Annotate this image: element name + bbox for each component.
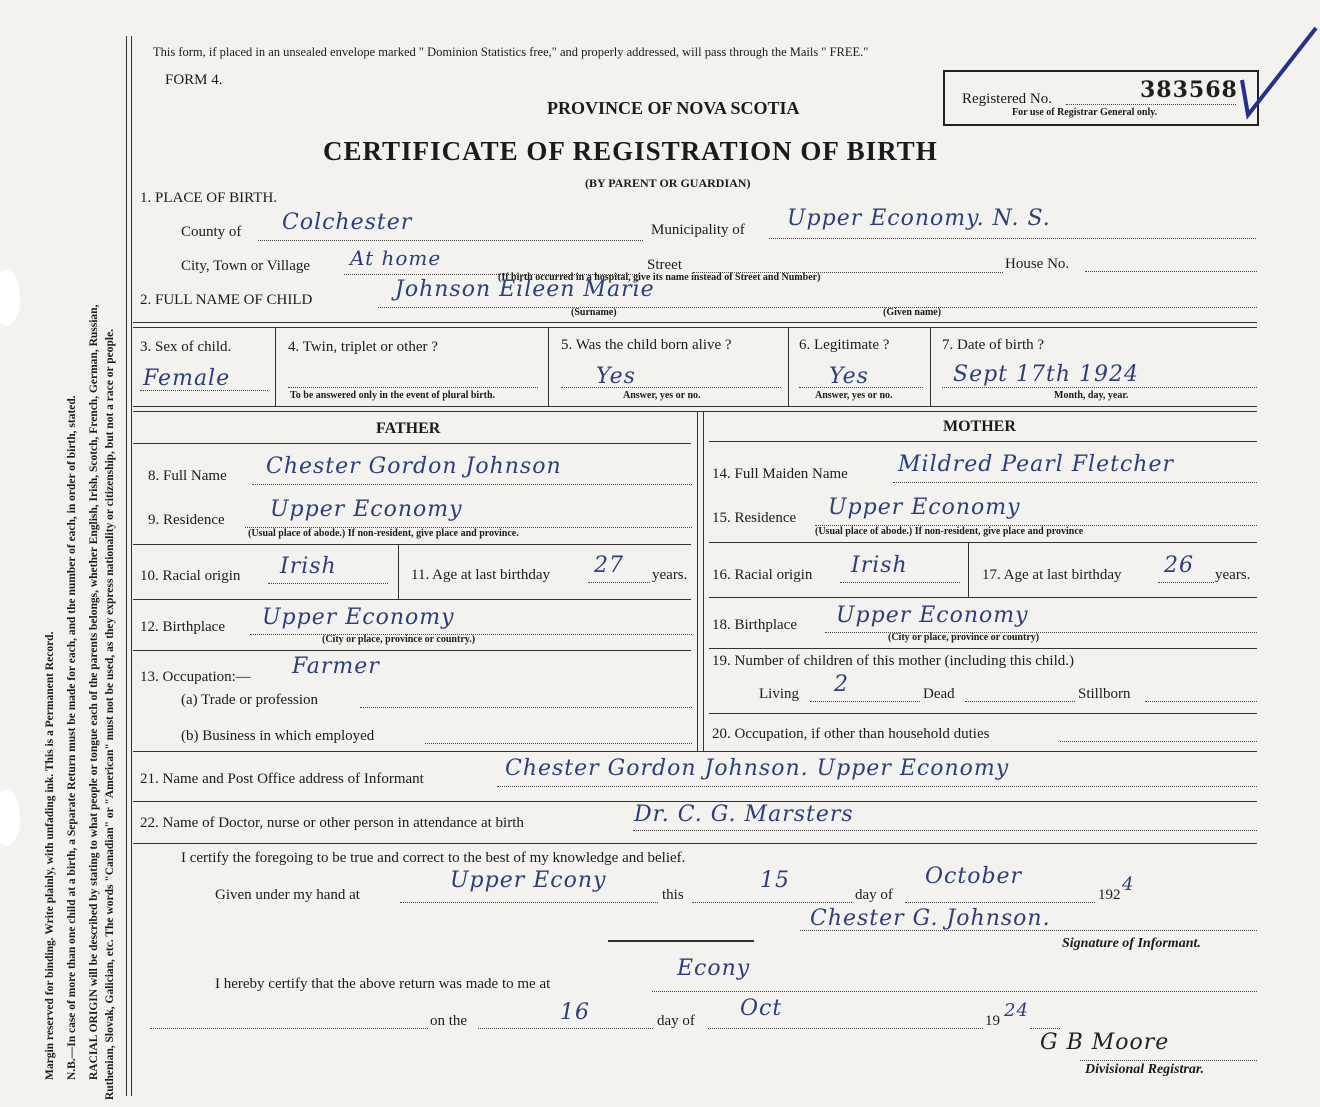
divider <box>398 545 399 599</box>
margin-line <box>131 36 132 1096</box>
twin-label: 4. Twin, triplet or other ? <box>288 339 438 355</box>
divider <box>133 406 1257 407</box>
divider <box>133 443 691 444</box>
divider <box>275 327 276 407</box>
informant-value: Chester Gordon Johnson. Upper Economy <box>505 756 1010 781</box>
divider <box>968 543 969 597</box>
father-occupation-label: 13. Occupation:— <box>140 669 251 685</box>
divider <box>709 597 1257 598</box>
day-of-label: day of <box>855 887 893 903</box>
dotted-line <box>810 701 920 702</box>
divider <box>133 650 691 651</box>
side-note-1: Margin reserved for binding. Write plainly, with unfading ink. This is a Permanent Record. <box>44 631 56 1080</box>
business-label: (b) Business in which employed <box>181 728 375 744</box>
divider <box>709 713 1257 714</box>
dotted-line <box>942 387 1257 388</box>
father-residence-label: 9. Residence <box>148 512 225 528</box>
dotted-line <box>1158 582 1214 583</box>
side-note-4: Ruthenian, Slovak, Galician, etc. The words "Canadian" or "American" must not be used, as they express nationality or citizenship, but not a race or people. <box>104 328 116 1100</box>
trade-label: (a) Trade or profession <box>181 692 319 708</box>
living-value: 2 <box>834 672 849 697</box>
dotted-line <box>905 902 1095 903</box>
divider <box>548 327 549 407</box>
father-residence-note: (Usual place of abode.) If non-resident, give place and province. <box>248 528 519 539</box>
certify-day-value: 15 <box>760 868 790 893</box>
dotted-line <box>561 387 781 388</box>
stillborn-label: Stillborn <box>1078 686 1131 702</box>
dotted-line <box>840 582 960 583</box>
dotted-line <box>692 902 852 903</box>
page-title: CERTIFICATE OF REGISTRATION OF BIRTH <box>323 136 938 166</box>
registrar-note: For use of Registrar General only. <box>1012 107 1158 118</box>
margin-line <box>126 36 127 1096</box>
dob-value: Sept 17th 1924 <box>953 362 1139 387</box>
legitimate-value: Yes <box>829 364 869 389</box>
registrar-signature: G B Moore <box>1040 1030 1170 1055</box>
dead-label: Dead <box>923 686 955 702</box>
mother-age-label: 17. Age at last birthday <box>982 567 1122 583</box>
registrar-day-of-label: day of <box>657 1013 695 1029</box>
dotted-line <box>1085 271 1257 272</box>
dotted-line <box>150 1028 428 1029</box>
father-name-value: Chester Gordon Johnson <box>266 454 562 479</box>
divider <box>133 411 1257 412</box>
dotted-line <box>769 238 1256 239</box>
mother-birthplace-label: 18. Birthplace <box>712 617 797 633</box>
registrar-place-value: Econy <box>677 956 751 981</box>
dotted-line <box>893 482 1257 483</box>
dotted-line <box>633 830 1257 831</box>
dotted-line <box>708 1028 983 1029</box>
child-name-label: 2. FULL NAME OF CHILD <box>140 292 313 308</box>
dotted-line <box>425 743 692 744</box>
registrar-signature-label: Divisional Registrar. <box>1085 1062 1205 1077</box>
divider <box>709 542 1257 543</box>
on-the-label: on the <box>430 1013 468 1029</box>
doctor-label: 22. Name of Doctor, nurse or other person in attendance at birth <box>140 815 524 831</box>
mother-birthplace-note: (City or place, province or country) <box>888 632 1040 643</box>
mother-age-unit: years. <box>1215 567 1251 583</box>
dotted-line <box>252 484 692 485</box>
mother-residence-value: Upper Economy <box>828 495 1021 520</box>
divider <box>133 327 1257 328</box>
dotted-line <box>652 991 1257 992</box>
divider <box>133 843 1257 844</box>
dotted-line <box>1145 701 1257 702</box>
registrar-year-suffix: 24 <box>1004 1000 1029 1021</box>
alive-label: 5. Was the child born alive ? <box>561 337 732 353</box>
dotted-line <box>378 307 1257 308</box>
sex-value: Female <box>143 366 231 391</box>
given-name-note: (Given name) <box>883 307 942 318</box>
side-note-3: RACIAL ORIGIN will be described by stating to what people or tongue each of the parents belongs, whether English, Irish, Scotch, French, German, Russian, <box>88 304 100 1080</box>
given-place-value: Upper Econy <box>450 868 607 893</box>
dotted-line <box>1080 1060 1257 1061</box>
certify-year-suffix: 4 <box>1122 874 1135 895</box>
dob-note: Month, day, year. <box>1054 390 1129 401</box>
doctor-value: Dr. C. G. Marsters <box>634 802 854 827</box>
certify-month-value: October <box>925 864 1023 889</box>
dotted-line <box>588 582 650 583</box>
legitimate-label: 6. Legitimate ? <box>799 337 890 353</box>
dotted-line <box>497 786 1257 787</box>
divider <box>703 411 704 751</box>
county-label: County of <box>181 224 242 240</box>
father-name-label: 8. Full Name <box>148 468 227 484</box>
informant-signature: Chester G. Johnson. <box>810 906 1051 931</box>
father-age-value: 27 <box>594 553 624 578</box>
alive-note: Answer, yes or no. <box>623 390 701 401</box>
mother-race-label: 16. Racial origin <box>712 567 813 583</box>
registrar-year-prefix: 19 <box>985 1013 1000 1029</box>
county-value: Colchester <box>282 210 413 235</box>
mail-notice: This form, if placed in an unsealed envelope marked " Dominion Statistics free," and properly addressed, will pass through the Mails " FREE." <box>153 45 869 59</box>
binder-hole <box>0 790 20 846</box>
father-birthplace-label: 12. Birthplace <box>140 619 225 635</box>
dotted-line <box>478 1028 653 1029</box>
father-birthplace-value: Upper Economy <box>262 605 455 630</box>
mother-age-value: 26 <box>1164 553 1194 578</box>
twin-note: To be answered only in the event of plural birth. <box>290 390 496 401</box>
page-subtitle: (BY PARENT OR GUARDIAN) <box>585 176 751 190</box>
dotted-line <box>288 387 538 388</box>
mother-name-label: 14. Full Maiden Name <box>712 466 848 482</box>
divider <box>608 940 754 942</box>
dotted-line <box>1060 741 1257 742</box>
mother-name-value: Mildred Pearl Fletcher <box>898 452 1174 477</box>
legitimate-note: Answer, yes or no. <box>815 390 893 401</box>
divider <box>709 441 1257 442</box>
certify-statement: I certify the foregoing to be true and correct to the best of my knowledge and belief. <box>181 850 686 866</box>
binder-hole <box>0 270 20 326</box>
father-birthplace-note: (City or place, province or country.) <box>322 634 476 645</box>
divider <box>133 322 1257 323</box>
side-note-2: N.B.—In case of more than one child at a birth, a Separate Return must be made for each, and the number of each, in order of birth, stated. <box>66 395 78 1080</box>
divider <box>133 544 691 545</box>
surname-note: (Surname) <box>571 307 617 318</box>
dob-label: 7. Date of birth ? <box>942 337 1045 353</box>
municipality-label: Municipality of <box>651 222 745 238</box>
father-race-label: 10. Racial origin <box>140 568 241 584</box>
form-number: FORM 4. <box>165 72 223 88</box>
divider <box>133 599 691 600</box>
city-value: At home <box>350 246 442 270</box>
dotted-line <box>258 240 643 241</box>
father-age-label: 11. Age at last birthday <box>411 567 550 583</box>
check-mark <box>1236 20 1320 120</box>
registrar-day-value: 16 <box>560 1000 590 1025</box>
divider <box>709 648 1257 649</box>
house-label: House No. <box>1005 256 1070 272</box>
province-heading: PROVINCE OF NOVA SCOTIA <box>547 98 800 118</box>
father-occupation-value: Farmer <box>292 654 380 679</box>
father-race-value: Irish <box>280 554 337 579</box>
divider <box>930 327 931 407</box>
dotted-line <box>268 583 388 584</box>
certify-year-prefix: 192 <box>1098 887 1121 903</box>
living-label: Living <box>759 686 799 702</box>
alive-value: Yes <box>596 364 636 389</box>
given-label: Given under my hand at <box>215 887 360 903</box>
city-label: City, Town or Village <box>181 258 311 274</box>
father-heading: FATHER <box>376 420 441 437</box>
child-name-value: Johnson Eileen Marie <box>395 277 655 302</box>
informant-signature-label: Signature of Informant. <box>1062 936 1201 951</box>
registrar-month-value: Oct <box>740 996 783 1021</box>
divider <box>697 411 698 751</box>
divider <box>788 327 789 407</box>
hospital-note: (If birth occurred in a hospital, give its name instead of Street and Number) <box>498 272 821 283</box>
dotted-line <box>1030 1028 1060 1029</box>
mother-race-value: Irish <box>851 553 908 578</box>
mother-birthplace-value: Upper Economy <box>836 603 1029 628</box>
mother-residence-label: 15. Residence <box>712 510 797 526</box>
dotted-line <box>360 707 692 708</box>
dotted-line <box>800 930 1257 931</box>
dotted-line <box>965 701 1075 702</box>
dotted-line <box>400 902 658 903</box>
father-age-unit: years. <box>652 567 688 583</box>
dotted-line <box>1066 104 1236 105</box>
registered-label: Registered No. <box>962 91 1052 107</box>
municipality-value: Upper Economy. N. S. <box>787 206 1051 231</box>
this-label: this <box>662 887 684 903</box>
children-count-label: 19. Number of children of this mother (including this child.) <box>712 653 1075 669</box>
mother-heading: MOTHER <box>943 418 1016 435</box>
mother-occupation-label: 20. Occupation, if other than household duties <box>712 726 990 742</box>
divider <box>133 751 1257 752</box>
place-heading: 1. PLACE OF BIRTH. <box>140 190 278 206</box>
father-residence-value: Upper Economy <box>270 497 463 522</box>
informant-label: 21. Name and Post Office address of Informant <box>140 771 424 787</box>
sex-label: 3. Sex of child. <box>140 339 232 355</box>
registrar-statement: I hereby certify that the above return was made to me at <box>215 976 551 992</box>
mother-residence-note: (Usual place of abode.) If non-resident, give place and province <box>815 526 1084 537</box>
street-label: Street <box>647 257 682 273</box>
registered-number: 383568 <box>1140 77 1238 103</box>
